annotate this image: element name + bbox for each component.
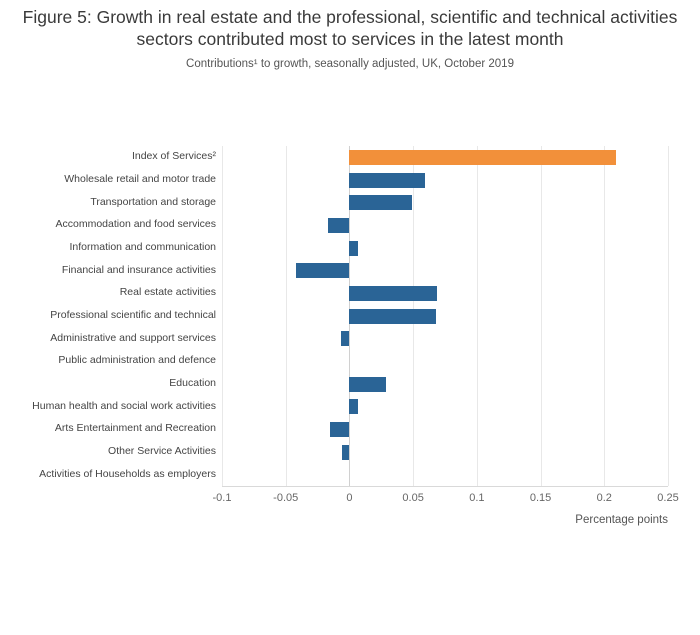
- x-tick-label: -0.1: [212, 492, 232, 504]
- category-label: Professional scientific and technical: [50, 309, 216, 321]
- bar: [328, 218, 350, 233]
- x-axis-title: Percentage points: [575, 514, 668, 526]
- category-label: Education: [169, 377, 216, 389]
- x-tick-label: 0.1: [469, 492, 485, 504]
- x-tick-label: 0.15: [529, 492, 552, 504]
- category-labels: [0, 146, 216, 486]
- bar: [349, 399, 358, 414]
- category-label: Administrative and support services: [50, 331, 216, 344]
- x-tick-label: -0.05: [273, 492, 299, 504]
- bar: [349, 150, 615, 165]
- category-label: Wholesale retail and motor trade: [64, 173, 216, 185]
- x-tick-label: 0.2: [596, 492, 612, 504]
- category-label: Financial and insurance activities: [61, 263, 216, 276]
- x-tick-label: 0.05: [402, 492, 424, 504]
- bar: [342, 445, 350, 460]
- category-label: Human health and social work activities: [32, 399, 216, 412]
- bar: [296, 263, 350, 278]
- gridline: [541, 146, 542, 486]
- x-tick-label: 0.25: [657, 492, 679, 504]
- gridline: [286, 146, 287, 486]
- category-label: Accommodation and food services: [55, 218, 216, 231]
- gridline: [222, 146, 223, 486]
- category-label: Transportation and storage: [90, 195, 216, 208]
- category-label: Information and communication: [69, 241, 216, 253]
- bar: [349, 309, 436, 324]
- category-label: Arts Entertainment and Recreation: [54, 422, 216, 435]
- figure-title: Figure 5: Growth in real estate and the professional, scientific and technical activities sectors contributed most to services in the latest month: [22, 7, 678, 50]
- bar: [349, 241, 358, 256]
- gridline: [477, 146, 478, 486]
- bar: [349, 377, 386, 392]
- gridline: [668, 146, 669, 486]
- category-label: Public administration and defence: [58, 354, 216, 367]
- category-label: Activities of Households as employers: [39, 467, 216, 480]
- bar: [330, 422, 349, 437]
- bar: [341, 331, 350, 346]
- bar: [349, 173, 424, 188]
- plot-area: [222, 146, 668, 486]
- gridline: [604, 146, 605, 486]
- x-tick-label: 0: [346, 492, 353, 504]
- x-axis-line: [222, 486, 668, 487]
- category-label: Other Service Activities: [108, 445, 216, 457]
- figure-subtitle: Contributions¹ to growth, seasonally adjusted, UK, October 2019: [186, 58, 514, 70]
- bar: [349, 195, 411, 210]
- bar: [349, 286, 437, 301]
- category-label: Index of Services²: [131, 150, 216, 163]
- category-label: Real estate activities: [119, 286, 216, 299]
